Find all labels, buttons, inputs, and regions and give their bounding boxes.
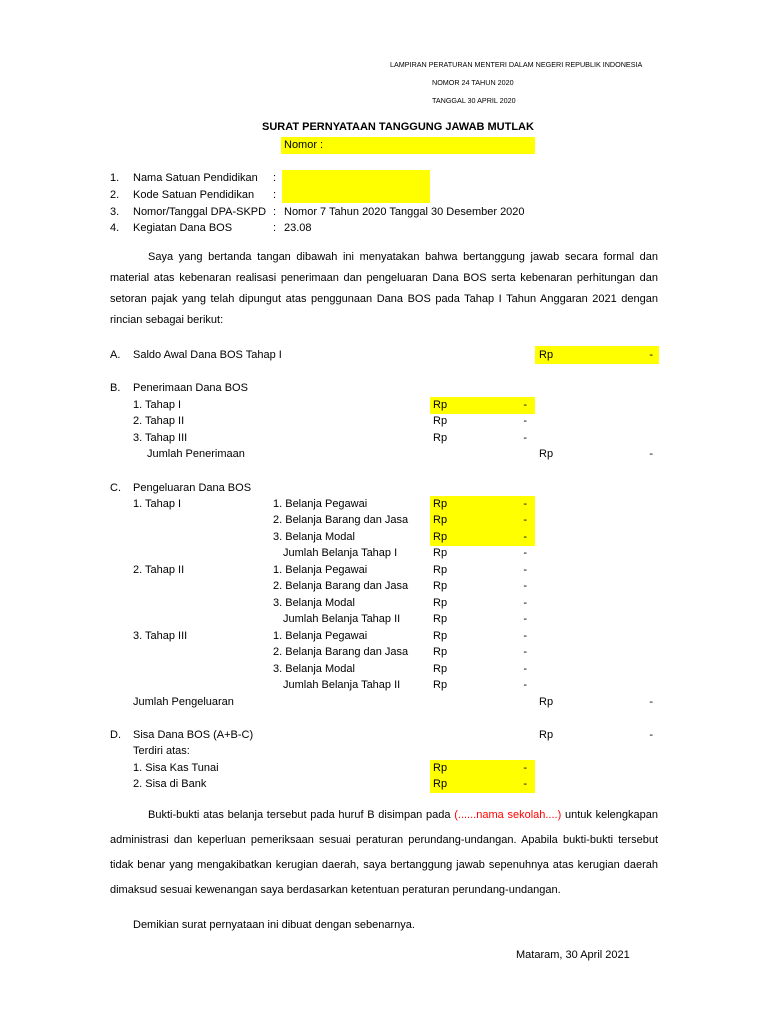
subtotal-label: Jumlah Belanja Tahap II [283, 679, 401, 691]
info-num: 4. [110, 222, 120, 234]
amount-value: - [523, 399, 527, 411]
currency-label: Rp [433, 663, 448, 675]
header-line-1: LAMPIRAN PERATURAN MENTERI DALAM NEGERI REPUBLIK INDONESIA [390, 60, 643, 69]
currency-label: Rp [433, 778, 448, 790]
closing-paragraph [110, 803, 658, 903]
amount-value: - [649, 448, 653, 460]
sub-label: Terdiri atas: [133, 745, 190, 757]
amount-value: - [649, 349, 653, 361]
school-name-placeholder: (......nama sekolah....) [454, 809, 562, 821]
currency-label: Rp [433, 564, 448, 576]
amount-value: - [523, 498, 527, 510]
amount-value: - [523, 630, 527, 642]
closing-statement: Demikian surat pernyataan ini dibuat dengan sebenarnya. [133, 919, 415, 931]
expense-item: 3. Belanja Modal [273, 663, 355, 675]
section-letter: C. [110, 482, 121, 494]
total-label: Jumlah Penerimaan [147, 448, 245, 460]
currency-label: Rp [539, 729, 554, 741]
section-letter: A. [110, 349, 121, 361]
currency-label: Rp [433, 531, 448, 543]
currency-label: Rp [433, 630, 448, 642]
expense-item: 1. Belanja Pegawai [273, 498, 368, 510]
currency-label: Rp [433, 679, 448, 691]
section-label: Sisa Dana BOS (A+B-C) [133, 729, 254, 741]
amount-value: - [523, 597, 527, 609]
subtotal-label: Jumlah Belanja Tahap II [283, 613, 401, 625]
amount-value: - [523, 415, 527, 427]
amount-value: - [523, 778, 527, 790]
currency-label: Rp [433, 514, 448, 526]
amount-value: - [523, 514, 527, 526]
amount-value: - [523, 646, 527, 658]
document-title: SURAT PERNYATAAN TANGGUNG JAWAB MUTLAK [262, 121, 534, 133]
info-colon: : [273, 189, 277, 201]
nomor-label: Nomor : [284, 139, 324, 151]
info-value: 23.08 [284, 222, 312, 234]
section-letter: D. [110, 729, 121, 741]
currency-label: Rp [433, 613, 448, 625]
expense-item: 2. Belanja Barang dan Jasa [273, 514, 409, 526]
amount-value: - [523, 613, 527, 625]
amount-value: - [523, 762, 527, 774]
section-label: Pengeluaran Dana BOS [133, 482, 252, 494]
amount-value: - [523, 564, 527, 576]
amount-value: - [523, 663, 527, 675]
balance-item: 2. Sisa di Bank [133, 778, 207, 790]
amount-value: - [523, 531, 527, 543]
expense-item: 3. Belanja Modal [273, 597, 355, 609]
balance-item: 1. Sisa Kas Tunai [133, 762, 219, 774]
stage-label: 3. Tahap III [133, 630, 188, 642]
amount-value: - [649, 729, 653, 741]
currency-label: Rp [433, 547, 448, 559]
currency-label: Rp [433, 762, 448, 774]
amount-value: - [523, 580, 527, 592]
expense-item: 1. Belanja Pegawai [273, 630, 368, 642]
expense-item: 1. Belanja Pegawai [273, 564, 368, 576]
currency-label: Rp [433, 580, 448, 592]
subtotal-label: Jumlah Belanja Tahap I [283, 547, 398, 559]
info-num: 1. [110, 172, 120, 184]
currency-label: Rp [539, 448, 554, 460]
info-highlight-box [282, 170, 430, 203]
expense-item: 2. Belanja Barang dan Jasa [273, 580, 409, 592]
section-label: Penerimaan Dana BOS [133, 382, 248, 394]
info-label: Kode Satuan Pendidikan [133, 189, 255, 201]
currency-label: Rp [433, 415, 448, 427]
amount-value: - [649, 696, 653, 708]
section-letter: B. [110, 382, 121, 394]
stage-label: 1. Tahap I [133, 498, 182, 510]
currency-label: Rp [433, 498, 448, 510]
section-label: Saldo Awal Dana BOS Tahap I [133, 349, 282, 361]
amount-value: - [523, 679, 527, 691]
info-colon: : [273, 222, 277, 234]
currency-label: Rp [433, 597, 448, 609]
currency-label: Rp [433, 432, 448, 444]
amount-value: - [523, 432, 527, 444]
info-num: 2. [110, 189, 120, 201]
closing-text-start: Bukti-bukti atas belanja tersebut pada huruf B disimpan pada [148, 809, 455, 821]
stage-label: 2. Tahap II [133, 415, 185, 427]
info-label: Nama Satuan Pendidikan [133, 172, 258, 184]
info-colon: : [273, 206, 277, 218]
currency-label: Rp [433, 399, 448, 411]
amount-value: - [523, 547, 527, 559]
info-num: 3. [110, 206, 120, 218]
expense-item: 3. Belanja Modal [273, 531, 355, 543]
closing-text-end: untuk kelengkapan administrasi dan keperluan pemeriksaan sesuai peraturan perundang-undangan. Apabila bukti-bukti tersebut tidak benar yang mengakibatkan kerugian daerah, saya bertanggung jawab sepenuhnya atas kerugian daerah dimaksud sesuai kewenangan saya berdasarkan ketentuan peraturan perundang-undangan. [110, 809, 658, 896]
info-label: Kegiatan Dana BOS [133, 222, 233, 234]
stage-label: 2. Tahap II [133, 564, 185, 576]
expense-item: 2. Belanja Barang dan Jasa [273, 646, 409, 658]
place-date: Mataram, 30 April 2021 [516, 949, 630, 961]
info-label: Nomor/Tanggal DPA-SKPD [133, 206, 267, 218]
info-value: Nomor 7 Tahun 2020 Tanggal 30 Desember 2020 [284, 206, 525, 218]
currency-label: Rp [433, 646, 448, 658]
stage-label: 1. Tahap I [133, 399, 182, 411]
header-line-3: TANGGAL 30 APRIL 2020 [432, 96, 516, 105]
total-label: Jumlah Pengeluaran [133, 696, 234, 708]
info-colon: : [273, 172, 277, 184]
currency-label: Rp [539, 349, 554, 361]
header-line-2: NOMOR 24 TAHUN 2020 [432, 78, 514, 87]
currency-label: Rp [539, 696, 554, 708]
intro-paragraph: Saya yang bertanda tangan dibawah ini menyatakan bahwa bertanggung jawab secara formal dan material atas kebenaran realisasi penerimaan dan pengeluaran Dana BOS serta kebenaran perhitungan dan setoran pajak yang telah dipungut atas penggunaan Dana BOS pada Tahap I Tahun Anggaran 2021 dengan rincian sebagai berikut: [110, 251, 658, 326]
stage-label: 3. Tahap III [133, 432, 188, 444]
